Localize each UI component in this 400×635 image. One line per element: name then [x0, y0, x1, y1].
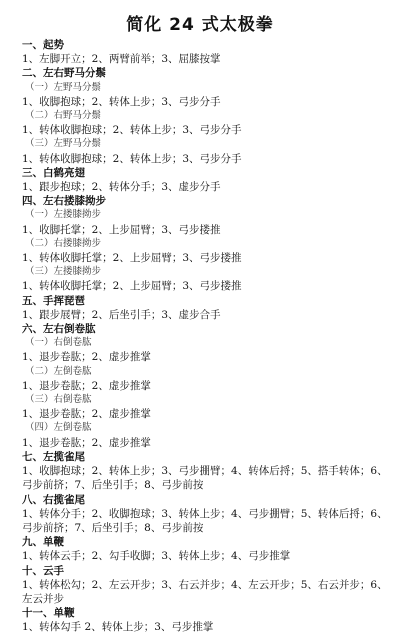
section-heading: 十一、单鞭: [22, 607, 75, 620]
step-line: 左云并步: [22, 592, 64, 605]
step-line: 1、左脚开立；2、两臂前举；3、屈膝按掌: [22, 53, 221, 66]
subsection-heading: （三）左搂膝拗步: [25, 266, 102, 278]
step-line: 弓步前挤；7、后坐引手；8、弓步前按: [22, 479, 204, 492]
subsection-heading: （一）左野马分鬃: [25, 81, 102, 93]
step-line: 1、转体云手；2、勾手收脚；3、转体上步；4、弓步推掌: [22, 550, 291, 563]
section-heading: 二、左右野马分鬃: [22, 67, 106, 80]
step-line: 1、退步卷肱；2、虚步推掌: [22, 436, 151, 449]
step-line: 1、转体分手；2、收脚抱球；3、转体上步；4、弓步掤臂；5、转体后捋；6、: [22, 507, 388, 520]
step-line: 1、跟步抱球；2、转体分手；3、虚步分手: [22, 181, 221, 194]
subsection-heading: （三）左野马分鬃: [25, 138, 102, 150]
step-line: 1、跟步展臂；2、后坐引手；3、虚步合手: [22, 308, 221, 321]
subsection-heading: （三）右倒卷肱: [25, 394, 92, 406]
subsection-heading: （二）右搂膝拗步: [25, 237, 102, 249]
section-heading: 五、手挥琵琶: [22, 294, 85, 307]
section-heading: 八、右揽雀尾: [22, 493, 85, 506]
subsection-heading: （二）右野马分鬃: [25, 110, 102, 122]
subsection-heading: （一）左搂膝拗步: [25, 209, 102, 221]
section-heading: 四、左右搂膝拗步: [22, 195, 106, 208]
subsection-heading: （一）右倒卷肱: [25, 337, 92, 349]
subsection-heading: （四）左倒卷肱: [25, 422, 92, 434]
document-body: [22, 38, 394, 635]
section-heading: 一、起势: [22, 39, 64, 51]
step-line: 1、转体收脚托掌；2、上步屈臂；3、弓步搂推: [22, 280, 242, 293]
step-line: 1、退步卷肱；2、虚步推掌: [22, 408, 151, 421]
step-line: 1、转体收脚托掌；2、上步屈臂；3、弓步搂推: [22, 252, 242, 265]
step-line: 1、转体勾手 2、转体上步；3、弓步推掌: [22, 621, 214, 634]
step-line: 1、退步卷肱；2、虚步推掌: [22, 351, 151, 364]
step-line: 1、转体收脚抱球；2、转体上步；3、弓步分手: [22, 152, 242, 165]
step-line: 1、收脚抱球；2、转体上步；3、弓步掤臂；4、转体后捋；5、搭手转体；6、: [22, 465, 388, 478]
document-title: 简化 24 式太极拳: [126, 15, 274, 35]
step-line: 1、收脚抱球；2、转体上步；3、弓步分手: [22, 95, 221, 108]
step-line: 1、转体松勾；2、左云开步；3、右云并步；4、左云开步；5、右云并步；6、: [22, 578, 388, 591]
section-heading: 九、单鞭: [22, 536, 64, 549]
subsection-heading: （二）左倒卷肱: [25, 365, 92, 377]
step-line: 1、收脚托掌；2、上步屈臂；3、弓步搂推: [22, 223, 221, 236]
section-heading: 七、左揽雀尾: [22, 450, 85, 463]
section-heading: 三、白鹤亮翅: [22, 166, 85, 179]
step-line: 弓步前挤；7、后坐引手；8、弓步前按: [22, 521, 204, 534]
section-heading: 六、左右倒卷肱: [22, 323, 96, 336]
step-line: 1、退步卷肱；2、虚步推掌: [22, 379, 151, 392]
step-line: 1、转体收脚抱球；2、转体上步；3、弓步分手: [22, 124, 242, 137]
section-heading: 十、云手: [22, 564, 64, 577]
